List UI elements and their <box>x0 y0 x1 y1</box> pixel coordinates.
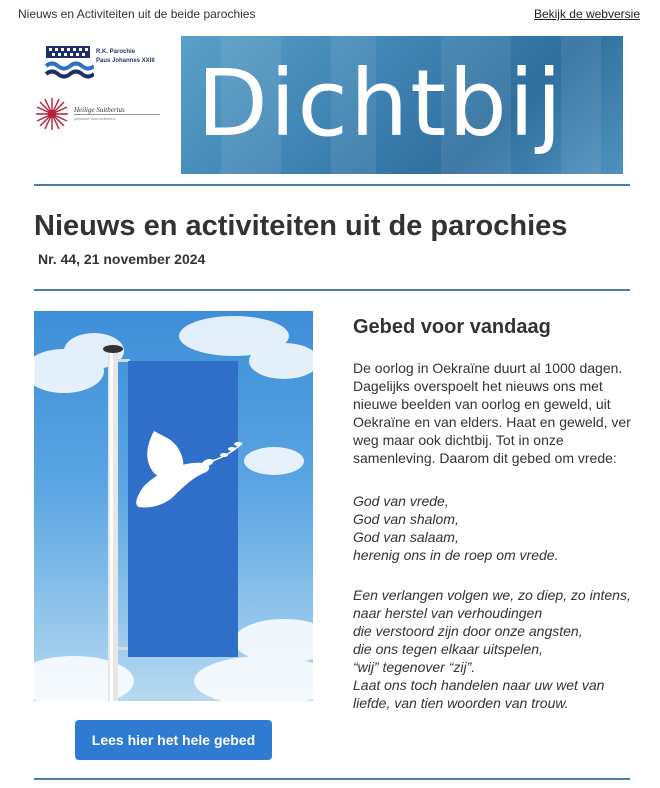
poem-line: God van salaam, <box>353 529 459 545</box>
poem-line: Laat ons toch handelen naar uw wet van <box>353 677 605 693</box>
parish2-tagline: parochie voor iedereen <box>74 116 115 121</box>
poem-line: die verstoord zijn door onze angsten, <box>353 623 583 639</box>
poem-line: Een verlangen volgen we, zo diep, zo intens, <box>353 587 631 603</box>
body-line: samenleving. Daarom dit gebed om vrede: <box>353 450 617 466</box>
divider <box>34 184 630 186</box>
top-bar <box>0 0 660 28</box>
poem-line: naar herstel van verhoudingen <box>353 605 543 621</box>
banner-title: Dichtbij <box>197 50 564 157</box>
poem-line: die ons tegen elkaar uitspelen, <box>353 641 543 657</box>
poem-line: liefde, van tien woorden van trouw. <box>353 695 569 711</box>
body-line: nieuwe beelden van oorlog en geweld, uit <box>353 396 611 412</box>
dove-flag-image <box>34 311 313 701</box>
logo-divider <box>74 114 160 115</box>
article-title: Gebed voor vandaag <box>353 316 551 338</box>
parish2-name: Heilige Suitbertus <box>74 106 125 114</box>
webversion-link[interactable]: Bekijk de webversie <box>533 7 640 21</box>
poem-line: herenig ons in de roep om vrede. <box>353 547 559 563</box>
parish-logos <box>34 36 174 176</box>
poem-line: God van vrede, <box>353 493 449 509</box>
poem-line: “wij” tegenover “zij”. <box>353 659 476 675</box>
parish1-line1: R.K. Parochie <box>96 49 136 55</box>
poem-line: God van shalom, <box>353 511 459 527</box>
poem-stanza-2 <box>353 586 643 712</box>
divider <box>34 289 630 291</box>
preheader-text: Nieuws en Activiteiten uit de beide parochies <box>18 7 256 21</box>
read-full-prayer-button[interactable]: Lees hier het hele gebed <box>75 720 272 760</box>
page-title: Nieuws en activiteiten uit de parochies <box>34 210 568 242</box>
divider <box>34 778 630 780</box>
body-line: Dagelijks overspoelt het nieuws ons met <box>353 378 603 394</box>
banner-glass-panel <box>561 36 601 174</box>
article-intro <box>353 359 633 467</box>
parish-logo-paus-johannes <box>44 42 174 84</box>
poem-stanza-1 <box>353 492 643 564</box>
body-line: De oorlog in Oekraïne duurt al 1000 dagen. <box>353 360 623 376</box>
paus-johannes-emblem-icon <box>44 42 94 82</box>
issue-number: Nr. 44, 21 november 2024 <box>38 251 206 267</box>
peace-flag-photo <box>34 311 313 701</box>
body-line: weg maar ook dichtbij. Tot in onze <box>353 432 564 448</box>
dichtbij-banner <box>181 36 623 174</box>
body-line: Oekraïne en van elders. Haat en geweld, ver <box>353 414 631 430</box>
suitbertus-star-icon <box>34 96 70 132</box>
parish1-line2: Paus Johannes XXIII <box>96 58 155 64</box>
parish-logo-suitbertus <box>34 96 174 136</box>
